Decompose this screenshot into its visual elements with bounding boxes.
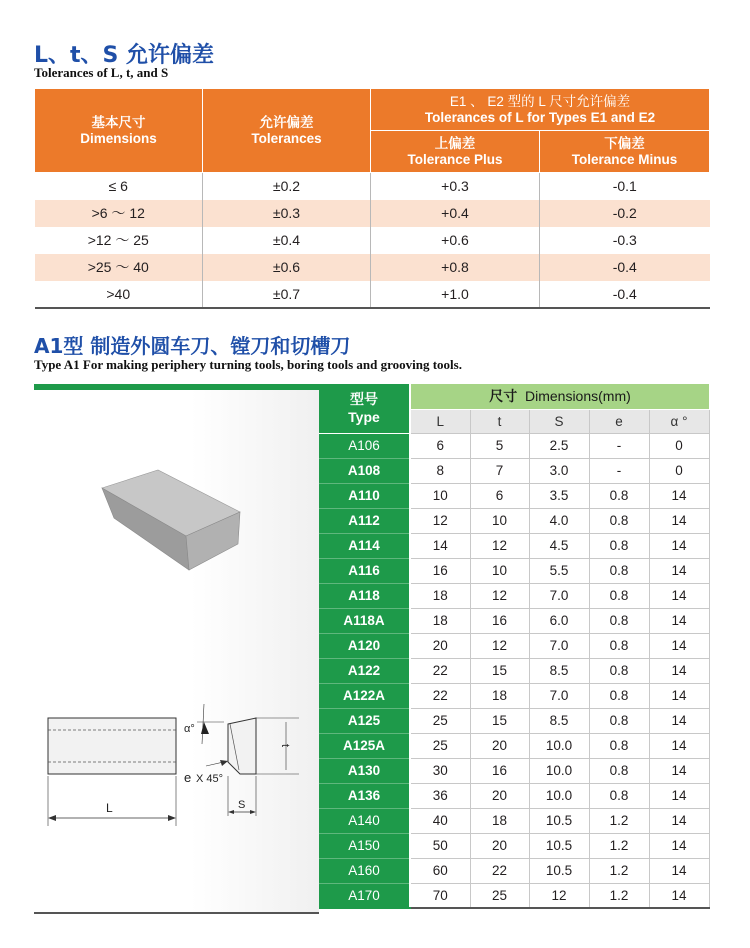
cell-e: 1.2 (589, 883, 649, 908)
cell-tolerance: ±0.7 (203, 281, 371, 308)
header-e-en: Tolerances of L for Types E1 and E2 (424, 109, 656, 125)
cell-e: 0.8 (589, 483, 649, 508)
cell-L: 40 (410, 808, 470, 833)
table-row (319, 483, 709, 508)
table-row (35, 173, 710, 200)
cell-minus: -0.3 (540, 227, 710, 254)
header-dimensions-cn: 尺寸 (489, 388, 518, 405)
cell-t: 12 (470, 633, 529, 658)
cell-type: A122 (319, 658, 410, 683)
table-row (319, 558, 709, 583)
cell-L: 16 (410, 558, 470, 583)
cell-L: 60 (410, 858, 470, 883)
cell-type: A106 (319, 433, 410, 458)
cell-type: A114 (319, 533, 410, 558)
table-row (35, 227, 710, 254)
cell-t: 12 (470, 583, 529, 608)
cell-type: A136 (319, 783, 410, 808)
table-row (319, 633, 709, 658)
cell-plus: +0.6 (371, 227, 540, 254)
cell-tolerance: ±0.3 (203, 200, 371, 227)
cell-alpha: 14 (649, 533, 709, 558)
cell-t: 25 (470, 883, 529, 908)
cell-L: 25 (410, 708, 470, 733)
cell-type: A160 (319, 858, 410, 883)
cell-S: 3.5 (529, 483, 589, 508)
cell-e: 0.8 (589, 533, 649, 558)
cell-e: 1.2 (589, 833, 649, 858)
cell-alpha: 14 (649, 583, 709, 608)
header-col-L: L (410, 409, 470, 433)
cell-t: 22 (470, 858, 529, 883)
cell-t: 15 (470, 708, 529, 733)
section2-title: A1型 制造外圆车刀、镗刀和切槽刀 (34, 334, 351, 358)
cell-type: A125A (319, 733, 410, 758)
a1-type-table (319, 384, 710, 909)
cell-S: 10.5 (529, 808, 589, 833)
table-row (319, 683, 709, 708)
cell-S: 7.0 (529, 633, 589, 658)
cell-S: 4.0 (529, 508, 589, 533)
cell-t: 18 (470, 808, 529, 833)
cell-t: 10 (470, 558, 529, 583)
label-t: t (279, 744, 291, 748)
header-minus-cn: 下偏差 (604, 135, 645, 151)
table-row (319, 433, 709, 458)
header-e-cn: E1 、 E2 型的 L 尺寸允许偏差 (449, 93, 631, 109)
cell-tolerance: ±0.4 (203, 227, 371, 254)
cell-L: 22 (410, 658, 470, 683)
header-type-cn: 型号 (350, 391, 378, 408)
cell-S: 3.0 (529, 458, 589, 483)
cell-S: 10.5 (529, 833, 589, 858)
cell-type: A125 (319, 708, 410, 733)
cell-e: - (589, 433, 649, 458)
cell-type: A130 (319, 758, 410, 783)
cell-tolerance: ±0.2 (203, 173, 371, 200)
cell-tolerance: ±0.6 (203, 254, 371, 281)
table-row (319, 883, 709, 908)
table-row (35, 254, 710, 281)
cell-plus: +0.3 (371, 173, 540, 200)
cell-t: 5 (470, 433, 529, 458)
cell-t: 16 (470, 758, 529, 783)
cell-t: 20 (470, 733, 529, 758)
cell-t: 7 (470, 458, 529, 483)
cell-alpha: 14 (649, 833, 709, 858)
cell-minus: -0.1 (540, 173, 710, 200)
header-tolerances (203, 89, 371, 173)
header-dimensions-cn: 基本尺寸 (91, 114, 146, 130)
cell-e: 0.8 (589, 608, 649, 633)
table-row (35, 281, 710, 308)
header-col-alpha: α ° (649, 409, 709, 433)
table-row (319, 733, 709, 758)
tolerance-table (34, 88, 710, 309)
cell-type: A112 (319, 508, 410, 533)
cell-type: A118 (319, 583, 410, 608)
cell-plus: +0.4 (371, 200, 540, 227)
cell-t: 12 (470, 533, 529, 558)
cell-dimension: >12 ～ 25 (35, 227, 203, 254)
cell-S: 8.5 (529, 658, 589, 683)
cell-e: 0.8 (589, 733, 649, 758)
cell-t: 18 (470, 683, 529, 708)
cell-S: 2.5 (529, 433, 589, 458)
header-plus (371, 131, 540, 173)
cell-L: 10 (410, 483, 470, 508)
cell-alpha: 14 (649, 783, 709, 808)
cell-minus: -0.4 (540, 281, 710, 308)
cell-L: 8 (410, 458, 470, 483)
header-minus-en: Tolerance Minus (571, 151, 678, 167)
cell-type: A150 (319, 833, 410, 858)
cell-type: A116 (319, 558, 410, 583)
cell-type: A140 (319, 808, 410, 833)
cell-e: 0.8 (589, 708, 649, 733)
cell-L: 6 (410, 433, 470, 458)
cell-S: 10.0 (529, 758, 589, 783)
cell-alpha: 14 (649, 708, 709, 733)
cell-S: 10.0 (529, 783, 589, 808)
cell-alpha: 14 (649, 608, 709, 633)
cell-e: 0.8 (589, 633, 649, 658)
table-row (319, 708, 709, 733)
cell-t: 20 (470, 833, 529, 858)
table-row (319, 808, 709, 833)
cell-e: 0.8 (589, 658, 649, 683)
cell-t: 15 (470, 658, 529, 683)
cell-e: 0.8 (589, 683, 649, 708)
header-plus-cn: 上偏差 (434, 135, 476, 151)
section2-subtitle: Type A1 For making periphery turning tools, boring tools and grooving tools. (34, 357, 462, 372)
cell-S: 4.5 (529, 533, 589, 558)
cell-L: 14 (410, 533, 470, 558)
cell-t: 10 (470, 508, 529, 533)
cell-plus: +1.0 (371, 281, 540, 308)
cell-minus: -0.4 (540, 254, 710, 281)
cell-S: 7.0 (529, 583, 589, 608)
table-row (319, 458, 709, 483)
cell-L: 20 (410, 633, 470, 658)
label-L: L (106, 801, 113, 815)
header-plus-en: Tolerance Plus (407, 151, 503, 167)
cell-alpha: 14 (649, 808, 709, 833)
header-col-S: S (529, 409, 589, 433)
cell-L: 25 (410, 733, 470, 758)
table-row (319, 533, 709, 558)
cell-L: 50 (410, 833, 470, 858)
cell-t: 20 (470, 783, 529, 808)
cell-L: 22 (410, 683, 470, 708)
cell-alpha: 14 (649, 558, 709, 583)
section1-title: L、t、S 允许偏差 (34, 43, 215, 68)
cell-alpha: 14 (649, 483, 709, 508)
cell-e: - (589, 458, 649, 483)
cell-e: 0.8 (589, 583, 649, 608)
cell-S: 8.5 (529, 708, 589, 733)
cell-type: A120 (319, 633, 410, 658)
cell-alpha: 14 (649, 683, 709, 708)
header-dimensions-en: Dimensions(mm) (524, 388, 631, 405)
cell-e: 0.8 (589, 508, 649, 533)
cell-alpha: 14 (649, 508, 709, 533)
header-dimensions (35, 89, 203, 173)
cell-dimension: ≤ 6 (35, 173, 203, 200)
cell-type: A122A (319, 683, 410, 708)
cell-dimension: >6 ～ 12 (35, 200, 203, 227)
cell-alpha: 14 (649, 633, 709, 658)
cell-e: 0.8 (589, 758, 649, 783)
table-row (319, 833, 709, 858)
cell-L: 18 (410, 583, 470, 608)
header-e1-e2 (371, 89, 710, 131)
cell-type: A108 (319, 458, 410, 483)
cell-L: 36 (410, 783, 470, 808)
cell-t: 16 (470, 608, 529, 633)
header-minus (540, 131, 710, 173)
table-row (319, 583, 709, 608)
header-tolerances-cn: 允许偏差 (259, 114, 314, 130)
cell-e: 1.2 (589, 808, 649, 833)
cell-alpha: 14 (649, 883, 709, 908)
cell-type: A170 (319, 883, 410, 908)
cell-plus: +0.8 (371, 254, 540, 281)
header-type-en: Type (348, 409, 380, 426)
table-row (319, 608, 709, 633)
header-col-e: e (589, 409, 649, 433)
label-chamfer: X 45° (196, 773, 224, 785)
cell-alpha: 0 (649, 433, 709, 458)
cell-dimension: >25 ～ 40 (35, 254, 203, 281)
table-row (319, 508, 709, 533)
cell-alpha: 0 (649, 458, 709, 483)
table-row (319, 858, 709, 883)
cell-e: 1.2 (589, 858, 649, 883)
cell-L: 70 (410, 883, 470, 908)
cell-t: 6 (470, 483, 529, 508)
label-S: S (238, 799, 246, 811)
header-tolerances-en: Tolerances (251, 130, 322, 146)
cell-type: A118A (319, 608, 410, 633)
cell-type: A110 (319, 483, 410, 508)
cell-S: 6.0 (529, 608, 589, 633)
cell-L: 30 (410, 758, 470, 783)
cell-L: 18 (410, 608, 470, 633)
cell-S: 7.0 (529, 683, 589, 708)
cell-dimension: >40 (35, 281, 203, 308)
cell-minus: -0.2 (540, 200, 710, 227)
label-alpha: α° (184, 723, 195, 735)
cell-S: 5.5 (529, 558, 589, 583)
table-row (319, 658, 709, 683)
cell-L: 12 (410, 508, 470, 533)
section1-subtitle: Tolerances of L, t, and S (34, 65, 169, 80)
cell-alpha: 14 (649, 733, 709, 758)
cell-alpha: 14 (649, 658, 709, 683)
header-dimensions-en: Dimensions (80, 130, 157, 146)
table-row (319, 758, 709, 783)
blade-technical-drawing (34, 384, 319, 914)
cell-alpha: 14 (649, 758, 709, 783)
table-row (35, 200, 710, 227)
cell-e: 0.8 (589, 558, 649, 583)
label-e: e (184, 770, 192, 785)
header-dimensions (410, 384, 709, 409)
cell-S: 10.5 (529, 858, 589, 883)
table-row (319, 783, 709, 808)
header-type (319, 384, 410, 433)
cell-S: 10.0 (529, 733, 589, 758)
header-col-t: t (470, 409, 529, 433)
cell-alpha: 14 (649, 858, 709, 883)
cell-S: 12 (529, 883, 589, 908)
cell-e: 0.8 (589, 783, 649, 808)
